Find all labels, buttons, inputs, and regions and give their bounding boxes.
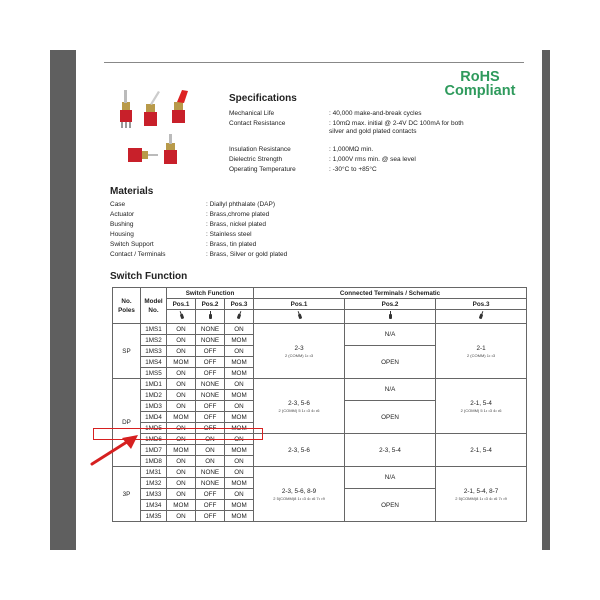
- pos3-cell: ON: [225, 346, 254, 357]
- pos3-cell: ON: [225, 401, 254, 412]
- model-cell: 1M33: [141, 489, 167, 500]
- pos3-cell: MOM: [225, 445, 254, 456]
- header-pos3: Pos.3: [436, 299, 527, 310]
- pos1-cell: ON: [167, 346, 196, 357]
- pos1-cell: ON: [167, 335, 196, 346]
- poles-cell: DP: [113, 379, 141, 467]
- header-pos3: Pos.3: [225, 299, 254, 310]
- material-label: Bushing: [110, 221, 134, 228]
- rohs-line2: Compliant: [444, 83, 516, 99]
- header-pos2: Pos.2: [345, 299, 436, 310]
- materials-title: Materials: [110, 186, 154, 197]
- pos3-cell: ON: [225, 467, 254, 478]
- model-cell: 1MD4: [141, 412, 167, 423]
- pos2-cell: OFF: [196, 346, 225, 357]
- model-cell: 1M31: [141, 467, 167, 478]
- model-cell: 1MS1: [141, 324, 167, 335]
- spec-value: : 1,000V rms min. @ sea level: [329, 156, 416, 163]
- model-cell: 1MD6: [141, 434, 167, 445]
- pos1-cell: ON: [167, 368, 196, 379]
- header-model-no: Model No.: [141, 288, 167, 324]
- connected-pos2-cell: N/A: [345, 324, 436, 346]
- spec-value: : 10mΩ max. initial @ 2-4V DC 100mA for both silver and gold plated contacts: [329, 120, 464, 135]
- pos2-cell: NONE: [196, 467, 225, 478]
- connected-pos3-cell: [436, 379, 527, 434]
- pos1-cell: MOM: [167, 412, 196, 423]
- spec-value: : 40,000 make-and-break cycles: [329, 110, 422, 117]
- material-value: : Diallyl phthalate (DAP): [206, 201, 275, 208]
- material-label: Case: [110, 201, 126, 208]
- pos2-cell: OFF: [196, 401, 225, 412]
- material-value: : Brass, nickel plated: [206, 221, 266, 228]
- pos3-cell: ON: [225, 489, 254, 500]
- material-value: : Brass, tin plated: [206, 241, 257, 248]
- model-cell: 1M35: [141, 511, 167, 522]
- pos1-cell: ON: [167, 379, 196, 390]
- pos1-cell: MOM: [167, 445, 196, 456]
- table-row: [113, 379, 527, 390]
- header-switch-function: Switch Function: [167, 288, 254, 299]
- pos2-cell: OFF: [196, 500, 225, 511]
- red-arrow-icon: [86, 432, 146, 472]
- pos3-cell: MOM: [225, 357, 254, 368]
- schematic-diagram: 2 (COMM) 1• •3: [284, 353, 314, 358]
- pos1-cell: ON: [167, 456, 196, 467]
- header-connected-terminals: Connected Terminals / Schematic: [254, 288, 527, 299]
- connected-value: 2-3, 5-6, 8-9: [281, 488, 317, 495]
- pos2-cell: OFF: [196, 423, 225, 434]
- toggle-right-icon: [436, 310, 527, 324]
- pos2-cell: ON: [196, 445, 225, 456]
- pos1-cell: ON: [167, 324, 196, 335]
- toggle-right-icon: [225, 310, 254, 324]
- connected-value: 2-3: [294, 345, 304, 352]
- pos2-cell: ON: [196, 456, 225, 467]
- pos3-cell: MOM: [225, 511, 254, 522]
- pos3-cell: MOM: [225, 423, 254, 434]
- connected-pos2-cell: OPEN: [345, 346, 436, 379]
- toggle-left-icon: [167, 310, 196, 324]
- pos2-cell: OFF: [196, 489, 225, 500]
- pos3-cell: MOM: [225, 478, 254, 489]
- pos3-cell: MOM: [225, 412, 254, 423]
- model-cell: 1MS4: [141, 357, 167, 368]
- connected-pos1-cell: [254, 324, 345, 379]
- schematic-diagram: 2 (COMM) 5 1• •3 4• •6: [278, 408, 320, 413]
- pos2-cell: OFF: [196, 412, 225, 423]
- pos1-cell: MOM: [167, 500, 196, 511]
- pos3-cell: ON: [225, 324, 254, 335]
- pos3-cell: MOM: [225, 368, 254, 379]
- pos3-cell: MOM: [225, 390, 254, 401]
- document-page: [76, 50, 542, 550]
- pos3-cell: MOM: [225, 500, 254, 511]
- pos1-cell: MOM: [167, 357, 196, 368]
- material-label: Contact / Terminals: [110, 251, 166, 258]
- pos1-cell: ON: [167, 511, 196, 522]
- connected-pos3-cell: [436, 324, 527, 379]
- pos1-cell: ON: [167, 467, 196, 478]
- pos2-cell: ON: [196, 434, 225, 445]
- material-label: Actuator: [110, 211, 135, 218]
- material-label: Housing: [110, 231, 134, 238]
- connected-value: 2-1, 5-4: [470, 400, 492, 407]
- schematic-diagram: 2 (COMM) 5 1• •3 4• •6: [460, 408, 502, 413]
- pos2-cell: NONE: [196, 379, 225, 390]
- pos3-cell: ON: [225, 434, 254, 445]
- rohs-line1: RoHS: [460, 69, 500, 85]
- spec-label: Mechanical Life: [229, 110, 275, 117]
- spec-label: Insulation Resistance: [229, 146, 291, 153]
- pos2-cell: NONE: [196, 390, 225, 401]
- model-cell: 1MD2: [141, 390, 167, 401]
- model-cell: 1MD7: [141, 445, 167, 456]
- toggle-center-icon: [345, 310, 436, 324]
- model-cell: 1MD8: [141, 456, 167, 467]
- spec-label: Operating Temperature: [229, 166, 296, 173]
- pos1-cell: ON: [167, 401, 196, 412]
- material-value: : Stainless steel: [206, 231, 252, 238]
- header-pos1: Pos.1: [254, 299, 345, 310]
- pos2-cell: NONE: [196, 324, 225, 335]
- pos2-cell: OFF: [196, 357, 225, 368]
- pos2-cell: NONE: [196, 478, 225, 489]
- model-cell: 1MS5: [141, 368, 167, 379]
- spec-value: : 1,000MΩ min.: [329, 146, 374, 153]
- schematic-diagram: 2 (COMM) 1• •3: [466, 353, 496, 358]
- specifications-title: Specifications: [229, 93, 297, 104]
- pos1-cell: ON: [167, 390, 196, 401]
- connected-pos2-cell: N/A: [345, 379, 436, 401]
- model-cell: 1MD3: [141, 401, 167, 412]
- pos1-cell: ON: [167, 423, 196, 434]
- table-row: [113, 467, 527, 478]
- toggle-left-icon: [254, 310, 345, 324]
- header-no-poles: No. Poles: [113, 288, 141, 324]
- pos3-cell: ON: [225, 379, 254, 390]
- viewer-frame-left: [50, 50, 76, 550]
- pos1-cell: ON: [167, 478, 196, 489]
- connected-pos3-cell: [436, 467, 527, 522]
- pos3-cell: MOM: [225, 335, 254, 346]
- toggle-switch-photo: [114, 88, 204, 188]
- model-cell: 1M32: [141, 478, 167, 489]
- pos2-cell: NONE: [196, 335, 225, 346]
- material-value: : Brass,chrome plated: [206, 211, 270, 218]
- schematic-diagram: 2 5(COMM)8 1• •3 4• •6 7• •9: [273, 496, 325, 501]
- connected-pos2-cell: N/A: [345, 467, 436, 489]
- spec-label: Dielectric Strength: [229, 156, 283, 163]
- spec-label: Contact Resistance: [229, 120, 286, 127]
- spec-value: : -30°C to +85°C: [329, 166, 377, 173]
- connected-pos2-cell: OPEN: [345, 401, 436, 434]
- poles-cell: 3P: [113, 467, 141, 522]
- model-cell: 1MD1: [141, 379, 167, 390]
- connected-value: 2-1, 5-4, 8-7: [463, 488, 499, 495]
- header-pos2: Pos.2: [196, 299, 225, 310]
- pos3-cell: ON: [225, 456, 254, 467]
- model-cell: 1MS2: [141, 335, 167, 346]
- connected-pos2-cell: 2-3, 5-4: [345, 434, 436, 467]
- model-cell: 1MD5: [141, 423, 167, 434]
- switch-function-title: Switch Function: [110, 271, 188, 282]
- header-rule: [104, 62, 524, 63]
- connected-pos1-cell: 2-3, 5-6: [254, 434, 345, 467]
- connected-value: 2-3, 5-6: [288, 400, 310, 407]
- connected-pos1-cell: [254, 467, 345, 522]
- pos1-cell: ON: [167, 489, 196, 500]
- poles-cell: SP: [113, 324, 141, 379]
- header-pos1: Pos.1: [167, 299, 196, 310]
- toggle-center-icon: [196, 310, 225, 324]
- model-cell: 1MS3: [141, 346, 167, 357]
- switch-function-table: [112, 287, 527, 522]
- connected-pos1-cell: [254, 379, 345, 434]
- viewer-frame-right: [542, 50, 550, 550]
- pos2-cell: OFF: [196, 368, 225, 379]
- connected-value: 2-1: [476, 345, 486, 352]
- model-cell: 1M34: [141, 500, 167, 511]
- rohs-badge: [438, 70, 522, 98]
- connected-pos2-cell: OPEN: [345, 489, 436, 522]
- connected-pos3-cell: 2-1, 5-4: [436, 434, 527, 467]
- pos2-cell: OFF: [196, 511, 225, 522]
- material-value: : Brass, Silver or gold plated: [206, 251, 288, 258]
- table-row: [113, 324, 527, 335]
- material-label: Switch Support: [110, 241, 154, 248]
- schematic-diagram: 2 5(COMM)8 1• •3 4• •6 7• •9: [455, 496, 507, 501]
- pos1-cell: ON: [167, 434, 196, 445]
